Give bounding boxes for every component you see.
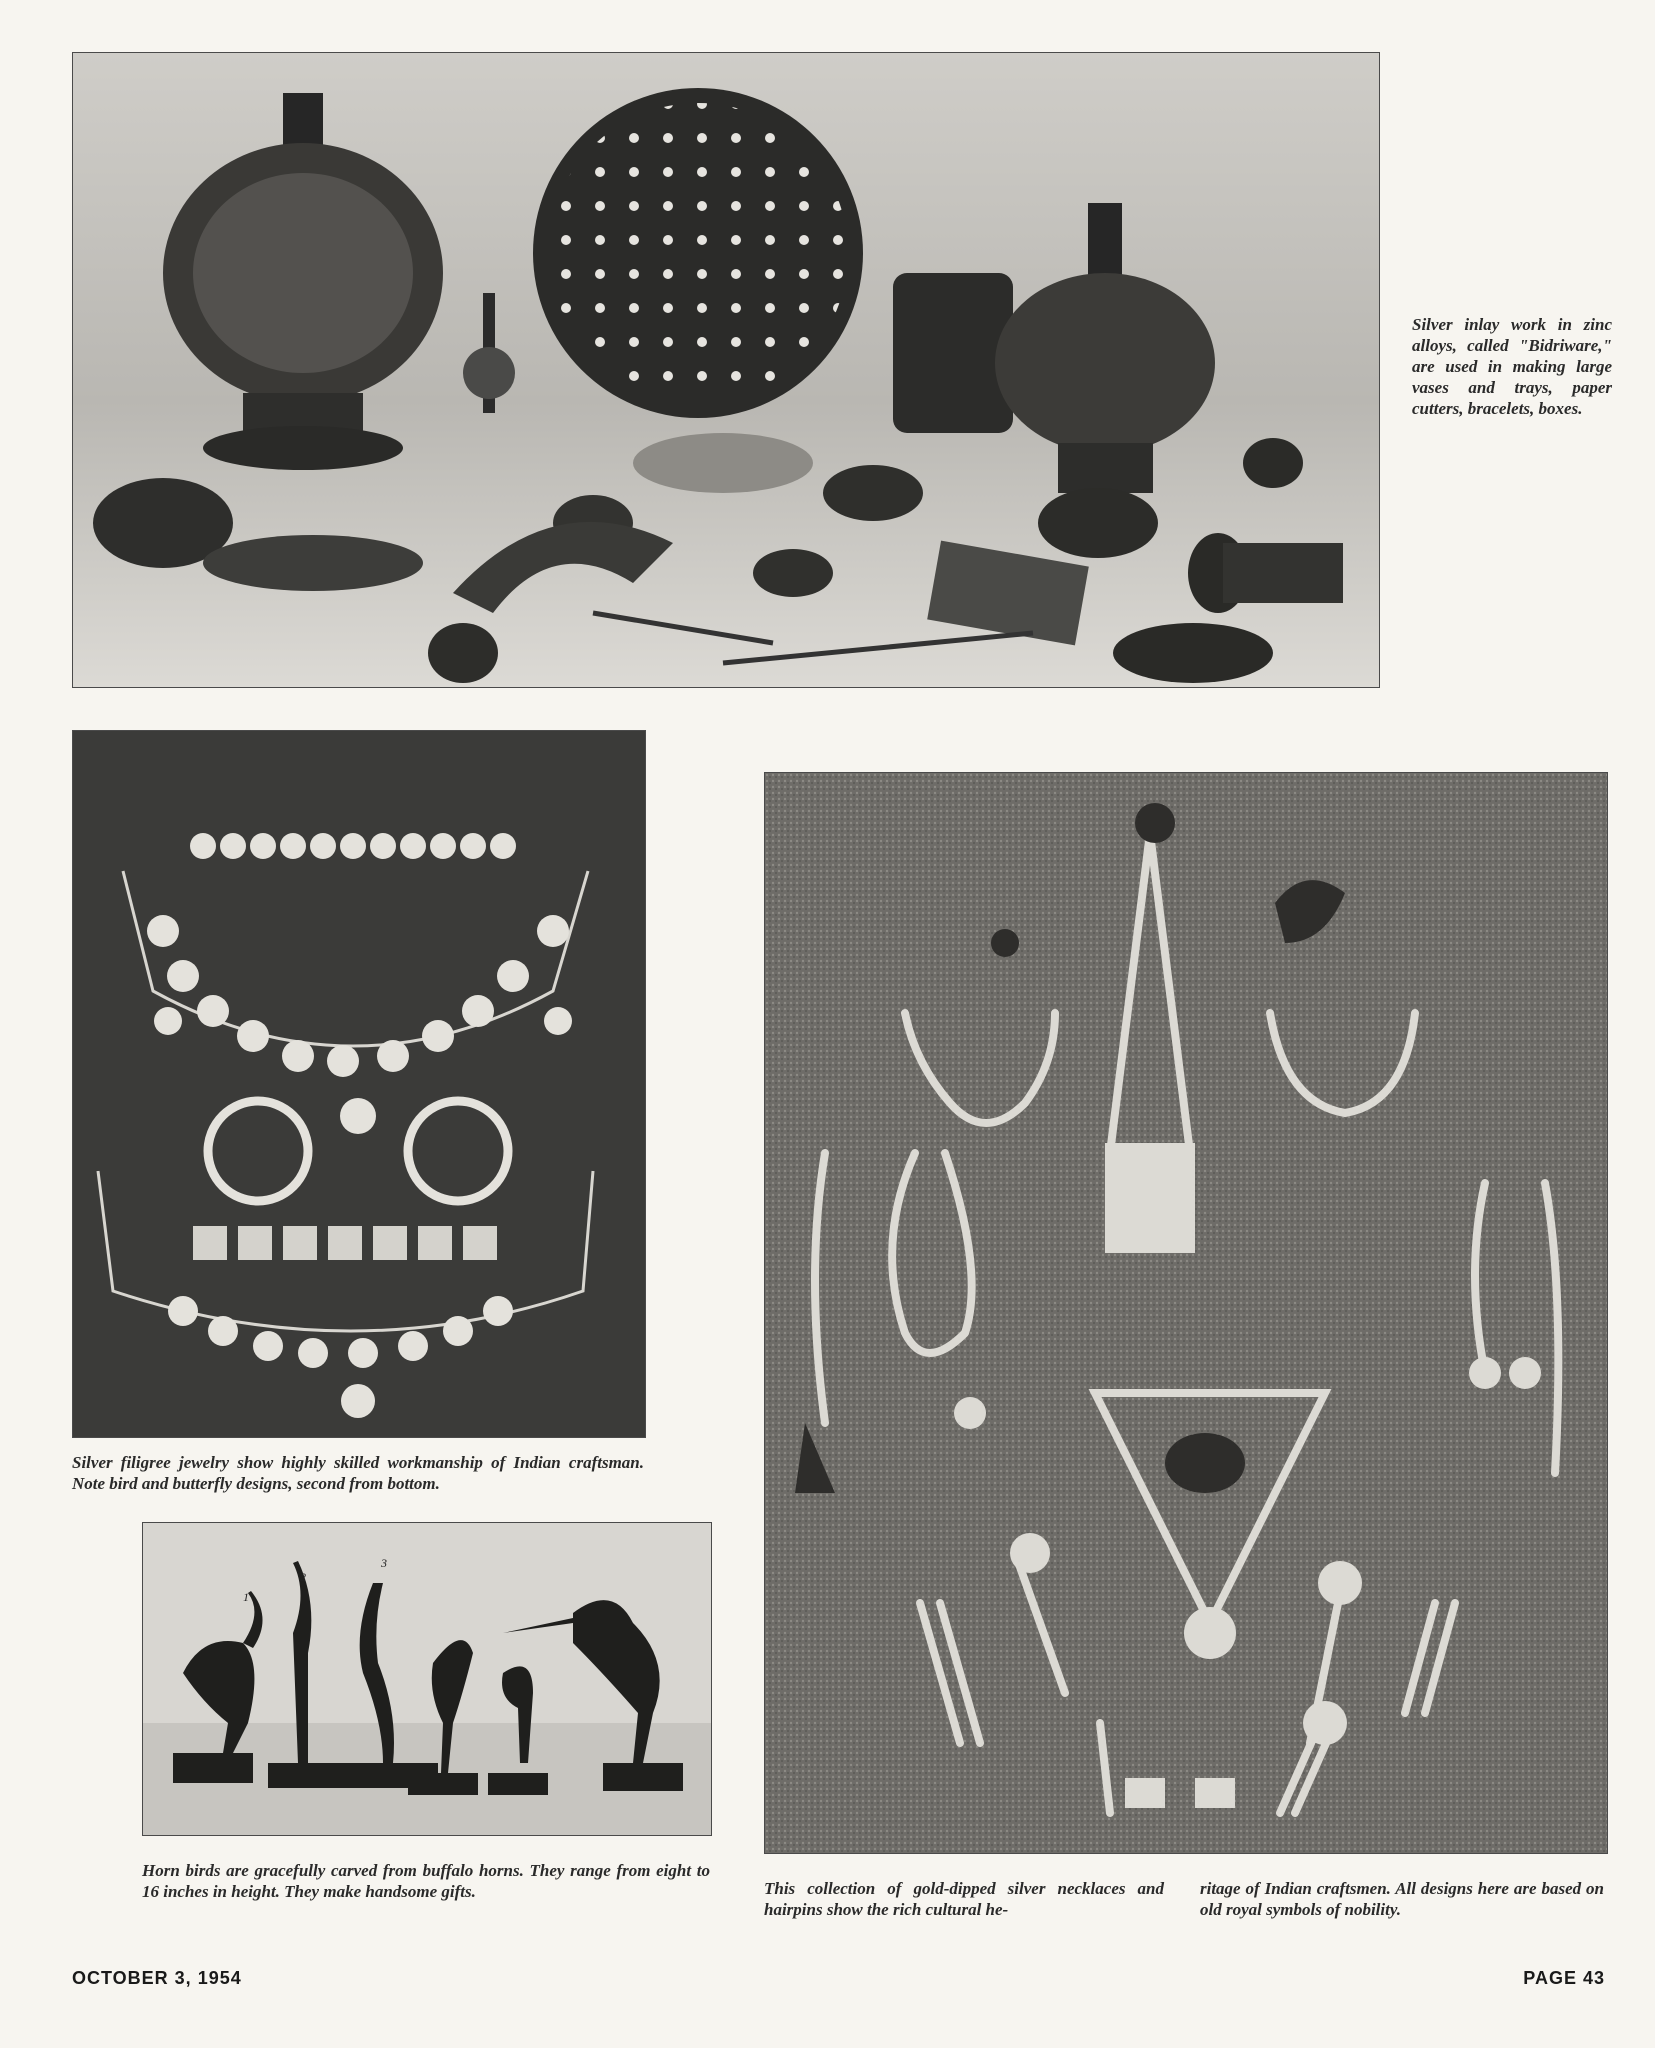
horn-bird-2-label: 2 — [300, 1570, 306, 1584]
page-number: PAGE 43 — [1523, 1968, 1605, 1988]
horn-birds-caption: Horn birds are gracefully carved from buffalo horns. They range from eight to 16 inches in height. They make handsome gifts. — [142, 1861, 710, 1901]
horn-bird-1-label: 1 — [243, 1590, 249, 1604]
bidriware-photo — [72, 52, 1380, 688]
gold-dipped-caption-column-2: ritage of Indian craftsmen. All designs here are based on old royal symbols of nobility. — [1200, 1879, 1604, 1919]
filigree-jewelry-photo — [72, 730, 646, 1438]
horn-bird-3-label: 3 — [381, 1556, 387, 1570]
gold-dipped-necklaces-photo — [764, 772, 1608, 1854]
bidriware-caption: Silver inlay work in zinc alloys, called "Bidriware," are used in making large vases and trays, paper cutters, bracelets, boxes. — [1412, 315, 1612, 418]
filigree-caption: Silver filigree jewelry show highly skilled workmanship of Indian craftsman. Note bird and butterfly designs, second from bottom. — [72, 1453, 644, 1493]
gold-dipped-caption-column-1: This collection of gold-dipped silver necklaces and hairpins show the rich cultural he- — [764, 1879, 1164, 1919]
horn-birds-photo — [142, 1522, 712, 1836]
issue-date: OCTOBER 3, 1954 — [72, 1968, 242, 1988]
